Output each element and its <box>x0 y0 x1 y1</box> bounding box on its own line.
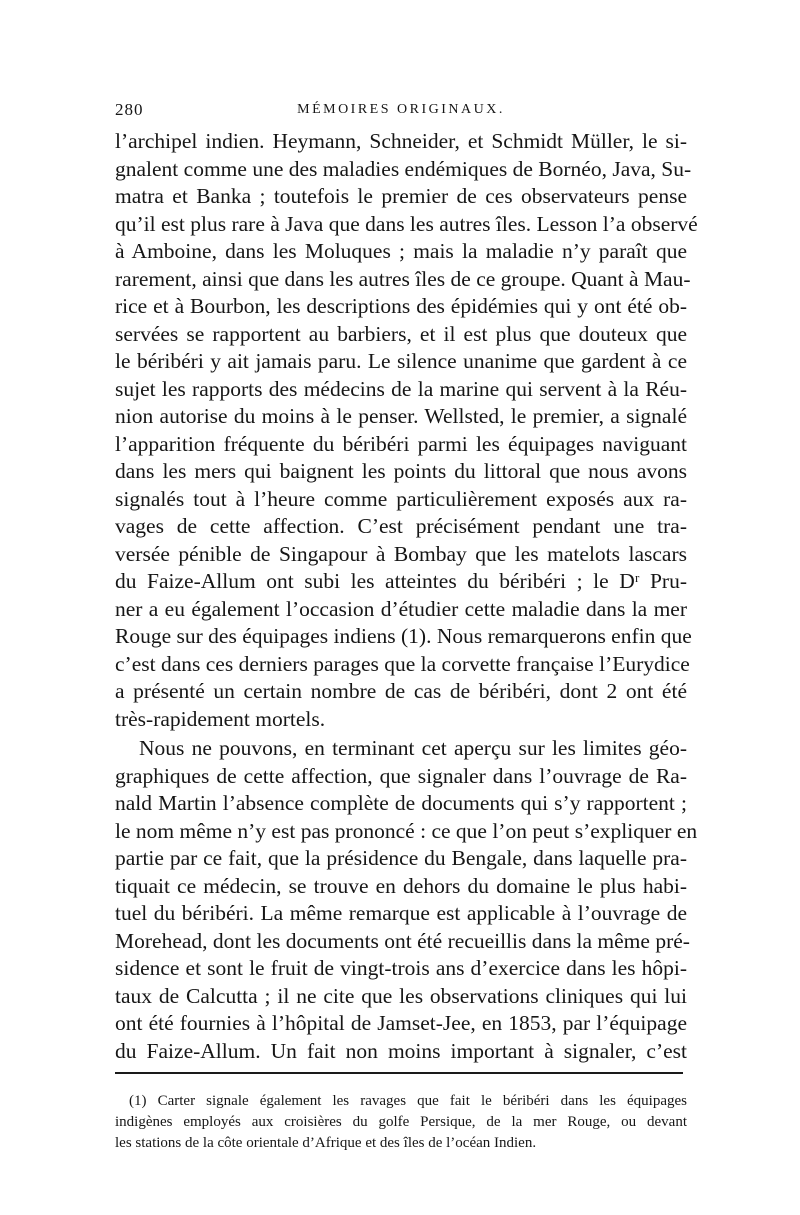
footnote <box>115 1091 687 1154</box>
footnote-line: (1) Carter signale également les ravages que fait le béribéri dans les équipages <box>129 1093 687 1109</box>
text-line: l’apparition fréquente du béribéri parmi les équipages naviguant <box>115 431 687 456</box>
page-header <box>115 100 687 126</box>
text-line: tiquait ce médecin, se trouve en dehors du domaine le plus habi- <box>115 873 687 898</box>
footnote-line: indigènes employés aux croisières du golfe Persique, de la mer Rouge, ou devant <box>115 1114 687 1130</box>
text-line: a présenté un certain nombre de cas de béribéri, dont 2 ont été <box>115 679 687 703</box>
text-line: tuel du béribéri. La même remarque est applicable à l’ouvrage de <box>115 901 687 925</box>
text-line: dans les mers qui baignent les points du littoral que nous avons <box>115 459 687 483</box>
text-line: taux de Calcutta ; il ne cite que les observations cliniques qui lui <box>115 983 687 1008</box>
text-line: matra et Banka ; toutefois le premier de ces observateurs pense <box>115 184 687 208</box>
text-line: nion autorise du moins à le penser. Wellsted, le premier, a signalé <box>115 404 687 428</box>
body-text <box>115 128 698 1065</box>
text-line: c’est dans ces derniers parages que la corvette française l’Eurydice <box>115 651 690 676</box>
text-line: rice et à Bourbon, les descriptions des épidémies qui y ont été ob- <box>115 294 687 318</box>
footnote-rule <box>115 1072 683 1074</box>
text-line: signalés tout à l’heure comme particulièrement exposés aux ra- <box>115 486 687 511</box>
text-line: à Amboine, dans les Moluques ; mais la maladie n’y paraît que <box>115 239 687 263</box>
text-line: gnalent comme une des maladies endémiques de Bornéo, Java, Su- <box>115 156 692 181</box>
page-number: 280 <box>115 100 144 119</box>
running-title: MÉMOIRES ORIGINAUX. <box>297 102 505 117</box>
text-line: qu’il est plus rare à Java que dans les autres îles. Lesson l’a observé <box>115 211 698 236</box>
text-line: sidence et sont le fruit de vingt-trois ans d’exercice dans les hôpi- <box>115 956 687 980</box>
text-line: ont été fournies à l’hôpital de Jamset-Jee, en 1853, par l’équipage <box>115 1011 687 1035</box>
text-line: le nom même n’y est pas prononcé : ce que l’on peut s’expliquer en <box>115 818 698 843</box>
text-line: servées se rapportent au barbiers, et il est plus que douteux que <box>115 321 687 346</box>
text-line: du Faize-Allum. Un fait non moins important à signaler, c’est <box>115 1038 687 1063</box>
text-line: Morehead, dont les documents ont été recueillis dans la même pré- <box>115 928 690 953</box>
paragraph-2 <box>115 735 698 1065</box>
text-line: rarement, ainsi que dans les autres îles de ce groupe. Quant à Mau- <box>115 266 691 291</box>
text-line: Nous ne pouvons, en terminant cet aperçu sur les limites géo- <box>139 736 687 760</box>
text-line: Rouge sur des équipages indiens (1). Nous remarquerons enfin que <box>115 624 692 648</box>
text-line: sujet les rapports des médecins de la marine qui servent à la Réu- <box>115 376 687 401</box>
text-line: partie par ce fait, que la présidence du Bengale, dans laquelle pra- <box>115 846 687 870</box>
footnote-line: les stations de la côte orientale d’Afrique et des îles de l’océan Indien. <box>115 1135 537 1151</box>
text-line: très-rapidement mortels. <box>115 706 326 731</box>
text-line: le béribéri y ait jamais paru. Le silence unanime que gardent à ce <box>115 349 687 373</box>
text-line: l’archipel indien. Heymann, Schneider, et Schmidt Müller, le si- <box>115 129 687 153</box>
text-line: vages de cette affection. C’est précisément pendant une tra- <box>115 514 687 538</box>
paragraph-1 <box>115 128 698 733</box>
text-line: ner a eu également l’occasion d’étudier cette maladie dans la mer <box>115 596 687 621</box>
text-line: graphiques de cette affection, que signaler dans l’ouvrage de Ra- <box>115 763 687 788</box>
text-line: versée pénible de Singapour à Bombay que les matelots lascars <box>115 541 687 566</box>
text-line: du Faize-Allum ont subi les atteintes du béribéri ; le Dʳ Pru- <box>115 569 687 593</box>
text-line: nald Martin l’absence complète de documents qui s’y rapportent ; <box>115 791 687 815</box>
